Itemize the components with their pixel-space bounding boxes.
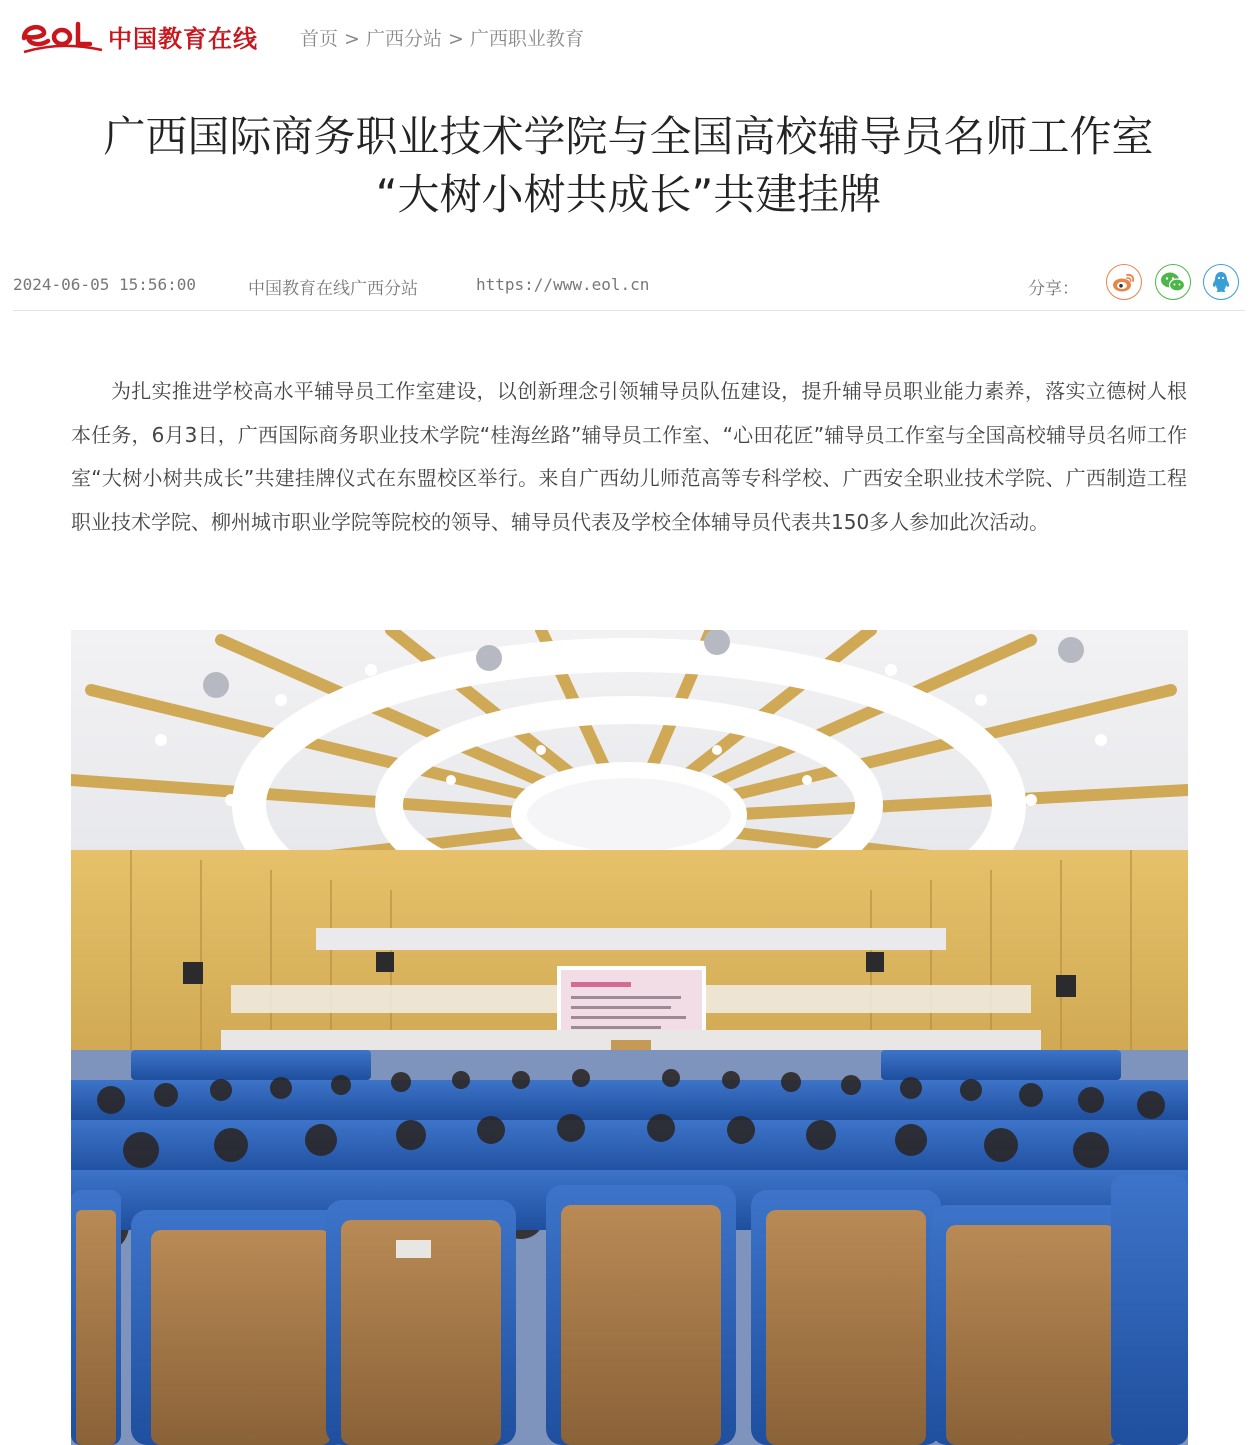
breadcrumb bbox=[300, 24, 584, 51]
article-meta bbox=[13, 262, 1245, 311]
logo-text: 中国教育在线 bbox=[108, 24, 258, 53]
article-source: 中国教育在线广西分站 bbox=[248, 279, 418, 299]
share-weibo-button[interactable] bbox=[1106, 264, 1142, 300]
breadcrumb-vocational[interactable]: 广西职业教育 bbox=[469, 28, 584, 50]
publish-date: 2024-06-05 15:56:00 bbox=[13, 275, 197, 294]
eol-logo-icon bbox=[20, 16, 104, 56]
breadcrumb-separator: > bbox=[447, 28, 464, 50]
qq-icon bbox=[1211, 270, 1231, 294]
breadcrumb-separator: > bbox=[344, 28, 360, 50]
breadcrumb-guangxi[interactable]: 广西分站 bbox=[365, 28, 442, 50]
weibo-icon bbox=[1112, 271, 1136, 293]
top-bar bbox=[0, 0, 1257, 72]
wechat-icon bbox=[1160, 271, 1186, 293]
eol-logo[interactable] bbox=[20, 14, 258, 58]
article-paragraph: 为扎实推进学校高水平辅导员工作室建设，以创新理念引领辅导员队伍建设，提升辅导员职业能力素养，落实立德树人根本任务，6月3日，广西国际商务职业技术学院“桂海丝路”辅导员工作室、“心田花匠”辅导员工作室与全国高校辅导员名师工作室“大树小树共成长”共建挂牌仪式在东盟校区举行。来自广西幼儿师范高等专科学校、广西安全职业技术学院、广西制造工程职业技术学院、柳州城市职业学院等院校的领导、辅导员代表及学校全体辅导员代表共150多人参加此次活动。 bbox=[71, 379, 1187, 534]
article-photo bbox=[71, 630, 1188, 1445]
title-line-2: “大树小树共成长”共建挂牌 bbox=[375, 170, 882, 219]
title-line-1: 广西国际商务职业技术学院与全国高校辅导员名师工作室 bbox=[103, 112, 1154, 161]
source-url[interactable]: https://www.eol.cn bbox=[476, 275, 650, 294]
share-qq-button[interactable] bbox=[1203, 264, 1239, 300]
breadcrumb-home[interactable]: 首页 bbox=[300, 28, 339, 50]
lecture-hall-photo bbox=[71, 630, 1188, 1445]
article-title bbox=[0, 108, 1257, 224]
share-label: 分享： bbox=[1028, 279, 1079, 299]
share-wechat-button[interactable] bbox=[1155, 264, 1191, 300]
